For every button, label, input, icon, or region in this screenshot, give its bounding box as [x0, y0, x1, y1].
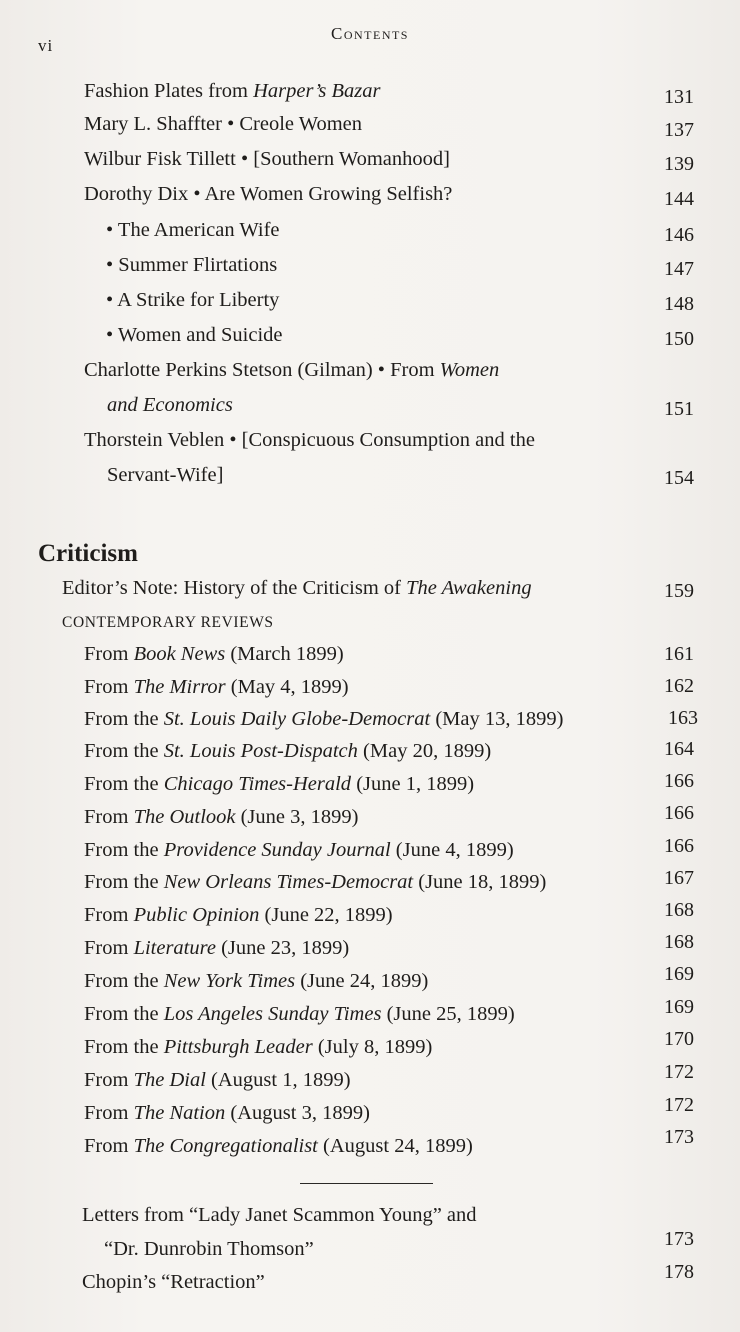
toc-entry-review: From the New Orleans Times-Democrat (June 18, 1899) [84, 871, 547, 893]
toc-page-number: 173 [664, 1228, 694, 1250]
toc-page-number: 166 [664, 802, 694, 824]
toc-page-number: 150 [664, 328, 694, 350]
toc-page-number: 178 [664, 1261, 694, 1283]
toc-page-number: 168 [664, 899, 694, 921]
toc-entry: • A Strike for Liberty [106, 289, 280, 311]
toc-page-number: 172 [664, 1061, 694, 1083]
toc-entry: Fashion Plates from Harper’s Bazar [84, 80, 381, 102]
toc-entry: Mary L. Shaffter • Creole Women [84, 113, 363, 135]
toc-entry: and Economics [107, 394, 233, 416]
toc-page-number: 161 [664, 643, 694, 665]
toc-page-number: 159 [664, 580, 694, 602]
toc-entry-review: From The Mirror (May 4, 1899) [84, 676, 349, 698]
toc-entry: • Women and Suicide [106, 324, 283, 346]
subsection-heading: CONTEMPORARY REVIEWS [62, 614, 274, 631]
toc-page-number: 166 [664, 770, 694, 792]
toc-entry-review: From the New York Times (June 24, 1899) [84, 970, 429, 992]
toc-entry-editors-note: Editor’s Note: History of the Criticism of The Awakening [62, 577, 532, 599]
toc-entry-review: From Literature (June 23, 1899) [84, 937, 350, 959]
toc-entry: Servant-Wife] [107, 464, 224, 486]
toc-page-number: 154 [664, 467, 694, 489]
page-number: vi [38, 36, 54, 55]
toc-entry-review: From The Congregationalist (August 24, 1899) [84, 1135, 473, 1157]
toc-page-number: 168 [664, 931, 694, 953]
toc-entry-review: From the Chicago Times-Herald (June 1, 1899) [84, 773, 475, 795]
toc-entry-review: From the Providence Sunday Journal (June 4, 1899) [84, 839, 514, 861]
section-divider [300, 1183, 433, 1184]
toc-entry-review: From Public Opinion (June 22, 1899) [84, 904, 393, 926]
toc-entry-review: From the St. Louis Daily Globe-Democrat (May 13, 1899) [84, 708, 564, 730]
toc-entry: Charlotte Perkins Stetson (Gilman) • From Women [84, 359, 500, 381]
toc-page-number: 167 [664, 867, 694, 889]
toc-entry-review: From The Dial (August 1, 1899) [84, 1069, 351, 1091]
toc-page-number: 164 [664, 738, 694, 760]
toc-page-number: 170 [664, 1028, 694, 1050]
toc-entry-review: From Book News (March 1899) [84, 643, 344, 665]
toc-page-number: 137 [664, 119, 694, 141]
toc-page-number: 148 [664, 293, 694, 315]
toc-page-number: 166 [664, 835, 694, 857]
toc-page-number: 162 [664, 675, 694, 697]
toc-page-number: 172 [664, 1094, 694, 1116]
section-heading-criticism: Criticism [38, 540, 138, 567]
toc-entry-review: From The Nation (August 3, 1899) [84, 1102, 370, 1124]
running-head: Contents [330, 24, 409, 43]
toc-entry-review: From the Pittsburgh Leader (July 8, 1899) [84, 1036, 433, 1058]
toc-page-number: 146 [664, 224, 694, 246]
toc-entry-review: From The Outlook (June 3, 1899) [84, 806, 359, 828]
toc-page-number: 169 [664, 963, 694, 985]
toc-page-number: 169 [664, 996, 694, 1018]
toc-entry: “Dr. Dunrobin Thomson” [104, 1238, 314, 1260]
toc-page-number: 139 [664, 153, 694, 175]
toc-page-number: 147 [664, 258, 694, 280]
toc-page-number: 173 [664, 1126, 694, 1148]
toc-page-number: 151 [664, 398, 694, 420]
toc-entry: Chopin’s “Retraction” [82, 1271, 265, 1293]
toc-entry-review: From the St. Louis Post-Dispatch (May 20, 1899) [84, 740, 492, 762]
toc-page-number: 131 [664, 86, 694, 108]
toc-entry: Dorothy Dix • Are Women Growing Selfish? [84, 183, 453, 205]
toc-entry: Letters from “Lady Janet Scammon Young” and [82, 1204, 477, 1226]
toc-entry: Thorstein Veblen • [Conspicuous Consumption and the [84, 429, 535, 451]
toc-entry-review: From the Los Angeles Sunday Times (June 25, 1899) [84, 1003, 515, 1025]
toc-entry: • Summer Flirtations [106, 254, 278, 276]
toc-entry: Wilbur Fisk Tillett • [Southern Womanhood] [84, 148, 450, 170]
toc-page-number: 163 [668, 707, 698, 729]
toc-entry: • The American Wife [106, 219, 280, 241]
toc-page-number: 144 [664, 188, 694, 210]
